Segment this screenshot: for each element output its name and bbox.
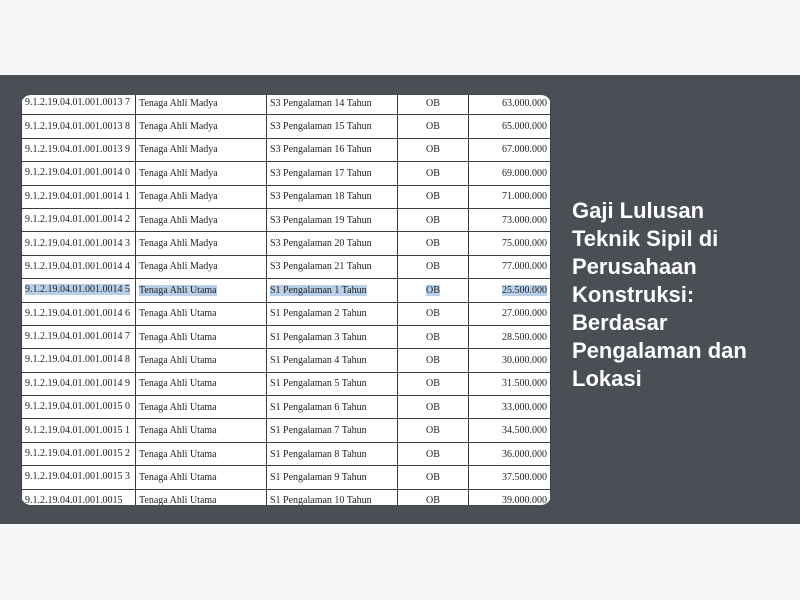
cell-amount-text: 67.000.000 (502, 144, 547, 156)
cell-position (136, 232, 267, 255)
cell-amount-text: 36.000.000 (502, 448, 547, 460)
cell-qualification (267, 185, 398, 208)
cell-position (136, 442, 267, 465)
cell-qualification-text: S1 Pengalaman 4 Tahun (270, 354, 367, 366)
cell-position-text: Tenaga Ahli Madya (139, 261, 218, 273)
cell-position-text: Tenaga Ahli Utama (139, 378, 217, 390)
cell-amount (469, 255, 551, 278)
cell-code-text: 9.1.2.19.04.01.001.0014 9 (25, 377, 130, 389)
cell-code-text: 9.1.2.19.04.01.001.0015 3 (25, 471, 130, 483)
cell-qualification-text: S1 Pengalaman 6 Tahun (270, 401, 367, 413)
cell-qualification (267, 349, 398, 372)
cell-unit-text: OB (426, 448, 440, 460)
cell-qualification (267, 419, 398, 442)
cell-position (136, 302, 267, 325)
cell-code-text: 9.1.2.19.04.01.001.0013 8 (25, 120, 130, 132)
cell-position (136, 138, 267, 161)
cell-position (136, 466, 267, 489)
cell-amount-text: 69.000.000 (502, 167, 547, 179)
cell-position (136, 95, 267, 115)
cell-unit (398, 302, 469, 325)
cell-code (22, 349, 136, 372)
cell-amount-text: 31.500.000 (502, 378, 547, 390)
cell-unit-text: OB (426, 495, 440, 505)
cell-position (136, 325, 267, 348)
cell-amount (469, 138, 551, 161)
cell-amount (469, 325, 551, 348)
cell-qualification (267, 302, 398, 325)
cell-position-text: Tenaga Ahli Madya (139, 238, 218, 250)
cell-position-text: Tenaga Ahli Utama (139, 354, 217, 366)
table-row (22, 95, 551, 115)
cell-unit (398, 279, 469, 302)
table-row (22, 489, 551, 505)
cell-position (136, 279, 267, 302)
cell-qualification-text: S1 Pengalaman 10 Tahun (270, 495, 372, 505)
cell-qualification-text: S3 Pengalaman 19 Tahun (270, 214, 372, 226)
cell-unit-text: OB (426, 425, 440, 437)
page-title: Gaji Lulusan Teknik Sipil di Perusahaan Konstruksi: Berdasar Pengalaman dan Lokasi (572, 198, 747, 391)
cell-position (136, 208, 267, 231)
table-row (22, 419, 551, 442)
cell-unit-text: OB (426, 97, 440, 109)
cell-qualification-text: S1 Pengalaman 3 Tahun (270, 331, 367, 343)
table-row (22, 302, 551, 325)
cell-code (22, 208, 136, 231)
table-image-card (21, 95, 551, 505)
cell-qualification (267, 279, 398, 302)
cell-code (22, 138, 136, 161)
cell-unit (398, 419, 469, 442)
cell-amount-text: 27.000.000 (502, 308, 547, 320)
cell-qualification-text: S3 Pengalaman 21 Tahun (270, 261, 372, 273)
cell-position (136, 372, 267, 395)
cell-qualification (267, 115, 398, 138)
cell-unit (398, 185, 469, 208)
cell-unit (398, 349, 469, 372)
cell-code-text: 9.1.2.19.04.01.001.0015 0 (25, 401, 130, 413)
table-row (22, 255, 551, 278)
cell-amount (469, 208, 551, 231)
cell-position-text: Tenaga Ahli Utama (139, 308, 217, 320)
cell-code (22, 372, 136, 395)
cell-position (136, 185, 267, 208)
cell-code (22, 442, 136, 465)
cell-amount-text: 28.500.000 (502, 331, 547, 343)
cell-qualification (267, 208, 398, 231)
cell-unit (398, 255, 469, 278)
cell-position (136, 489, 267, 505)
table-row (22, 466, 551, 489)
cell-qualification-text: S3 Pengalaman 16 Tahun (270, 144, 372, 156)
cell-amount (469, 279, 551, 302)
cell-code-text: 9.1.2.19.04.01.001.0015 2 (25, 448, 130, 460)
cell-code-text: 9.1.2.19.04.01.001.0014 8 (25, 354, 130, 366)
cell-amount (469, 185, 551, 208)
cell-unit-text: OB (426, 238, 440, 250)
cell-qualification (267, 255, 398, 278)
cell-position-text: Tenaga Ahli Madya (139, 191, 218, 203)
cell-code-text: 9.1.2.19.04.01.001.0013 9 (25, 143, 130, 155)
cell-amount (469, 396, 551, 419)
cell-amount-text: 25.500.000 (502, 284, 547, 296)
table-row (22, 349, 551, 372)
cell-qualification-text: S1 Pengalaman 2 Tahun (270, 308, 367, 320)
cell-amount-text: 77.000.000 (502, 261, 547, 273)
cell-amount (469, 489, 551, 505)
cell-position-text: Tenaga Ahli Utama (139, 471, 217, 483)
cell-code-text: 9.1.2.19.04.01.001.0013 7 (25, 97, 130, 109)
cell-unit-text: OB (426, 331, 440, 343)
cell-position-text: Tenaga Ahli Utama (139, 401, 217, 413)
cell-unit (398, 162, 469, 185)
cell-amount-text: 71.000.000 (502, 191, 547, 203)
cell-amount (469, 442, 551, 465)
cell-position (136, 396, 267, 419)
cell-code (22, 396, 136, 419)
cell-amount-text: 65.000.000 (502, 121, 547, 133)
table-row (22, 325, 551, 348)
cell-position (136, 162, 267, 185)
cell-amount-text: 30.000.000 (502, 354, 547, 366)
cell-qualification-text: S3 Pengalaman 17 Tahun (270, 167, 372, 179)
cell-unit-text: OB (426, 144, 440, 156)
cell-unit-text: OB (426, 471, 440, 483)
cell-position (136, 349, 267, 372)
cell-unit (398, 232, 469, 255)
cell-unit (398, 95, 469, 115)
cell-amount-text: 63.000.000 (502, 97, 547, 109)
cell-unit (398, 466, 469, 489)
cell-qualification-text: S1 Pengalaman 1 Tahun (270, 284, 367, 296)
cell-qualification (267, 138, 398, 161)
cell-amount-text: 33.000.000 (502, 401, 547, 413)
cell-qualification-text: S1 Pengalaman 7 Tahun (270, 425, 367, 437)
cell-amount-text: 37.500.000 (502, 471, 547, 483)
cell-code (22, 489, 136, 505)
cell-code-text: 9.1.2.19.04.01.001.0014 7 (25, 331, 130, 343)
table-row (22, 115, 551, 138)
cell-code (22, 255, 136, 278)
table-row (22, 162, 551, 185)
cell-unit (398, 115, 469, 138)
cell-code (22, 232, 136, 255)
cell-qualification-text: S1 Pengalaman 8 Tahun (270, 448, 367, 460)
cell-qualification-text: S1 Pengalaman 5 Tahun (270, 378, 367, 390)
cell-code (22, 466, 136, 489)
cell-code-text: 9.1.2.19.04.01.001.0014 5 (25, 284, 130, 296)
table-row (22, 372, 551, 395)
cell-unit (398, 372, 469, 395)
cell-qualification (267, 232, 398, 255)
cell-qualification-text: S3 Pengalaman 15 Tahun (270, 121, 372, 133)
cell-unit-text: OB (426, 378, 440, 390)
cell-amount (469, 162, 551, 185)
cell-amount (469, 302, 551, 325)
cell-position-text: Tenaga Ahli Utama (139, 495, 217, 505)
cell-code-text: 9.1.2.19.04.01.001.0014 4 (25, 260, 130, 272)
cell-position-text: Tenaga Ahli Madya (139, 144, 218, 156)
cell-code-text: 9.1.2.19.04.01.001.0014 2 (25, 214, 130, 226)
table-row (22, 232, 551, 255)
salary-table-body (22, 95, 551, 505)
cell-unit (398, 489, 469, 505)
cell-amount (469, 419, 551, 442)
cell-code (22, 115, 136, 138)
cell-qualification (267, 372, 398, 395)
cell-unit-text: OB (426, 214, 440, 226)
cell-code-text: 9.1.2.19.04.01.001.0014 1 (25, 190, 130, 202)
cell-position (136, 419, 267, 442)
cell-qualification (267, 95, 398, 115)
cell-qualification (267, 396, 398, 419)
cell-amount (469, 115, 551, 138)
cell-code-text: 9.1.2.19.04.01.001.0014 0 (25, 167, 130, 179)
cell-amount (469, 466, 551, 489)
cell-code (22, 419, 136, 442)
cell-position-text: Tenaga Ahli Utama (139, 425, 217, 437)
cell-qualification-text: S1 Pengalaman 9 Tahun (270, 471, 367, 483)
cell-qualification-text: S3 Pengalaman 20 Tahun (270, 238, 372, 250)
cell-qualification (267, 325, 398, 348)
cell-unit (398, 325, 469, 348)
cell-unit-text: OB (426, 401, 440, 413)
cell-unit (398, 138, 469, 161)
cell-amount-text: 73.000.000 (502, 214, 547, 226)
cell-position-text: Tenaga Ahli Madya (139, 121, 218, 133)
cell-code (22, 302, 136, 325)
cell-position-text: Tenaga Ahli Utama (139, 284, 217, 296)
cell-unit-text: OB (426, 121, 440, 133)
cell-code-text: 9.1.2.19.04.01.001.0014 3 (25, 237, 130, 249)
cell-unit (398, 396, 469, 419)
cell-qualification (267, 466, 398, 489)
table-row (22, 442, 551, 465)
salary-table (21, 95, 551, 505)
cell-amount (469, 372, 551, 395)
table-row (22, 279, 551, 302)
cell-position-text: Tenaga Ahli Madya (139, 97, 218, 109)
cell-position (136, 115, 267, 138)
cell-amount-text: 39.000.000 (502, 495, 547, 505)
cell-qualification-text: S3 Pengalaman 18 Tahun (270, 191, 372, 203)
cell-unit-text: OB (426, 191, 440, 203)
cell-amount (469, 349, 551, 372)
cell-amount (469, 95, 551, 115)
cell-code-text: 9.1.2.19.04.01.001.0014 6 (25, 307, 130, 319)
cell-amount-text: 34.500.000 (502, 425, 547, 437)
cell-code-text: 9.1.2.19.04.01.001.0015 1 (25, 424, 130, 436)
table-row (22, 185, 551, 208)
cell-code (22, 162, 136, 185)
cell-code (22, 95, 136, 115)
cell-position-text: Tenaga Ahli Utama (139, 448, 217, 460)
cell-unit-text: OB (426, 308, 440, 320)
cell-code (22, 185, 136, 208)
cell-unit-text: OB (426, 167, 440, 179)
cell-position-text: Tenaga Ahli Madya (139, 214, 218, 226)
cell-qualification (267, 442, 398, 465)
cell-unit-text: OB (426, 261, 440, 273)
cell-unit-text: OB (426, 354, 440, 366)
cell-code-text: 9.1.2.19.04.01.001.0015 (25, 494, 123, 505)
table-row (22, 396, 551, 419)
cell-qualification-text: S3 Pengalaman 14 Tahun (270, 97, 372, 109)
cell-qualification (267, 489, 398, 505)
cell-position-text: Tenaga Ahli Madya (139, 167, 218, 179)
table-row (22, 138, 551, 161)
cell-qualification (267, 162, 398, 185)
cell-unit (398, 442, 469, 465)
cell-unit (398, 208, 469, 231)
cell-code (22, 279, 136, 302)
cell-position-text: Tenaga Ahli Utama (139, 331, 217, 343)
table-row (22, 208, 551, 231)
cell-position (136, 255, 267, 278)
cell-amount (469, 232, 551, 255)
cell-unit-text: OB (426, 284, 440, 296)
cell-amount-text: 75.000.000 (502, 238, 547, 250)
cell-code (22, 325, 136, 348)
